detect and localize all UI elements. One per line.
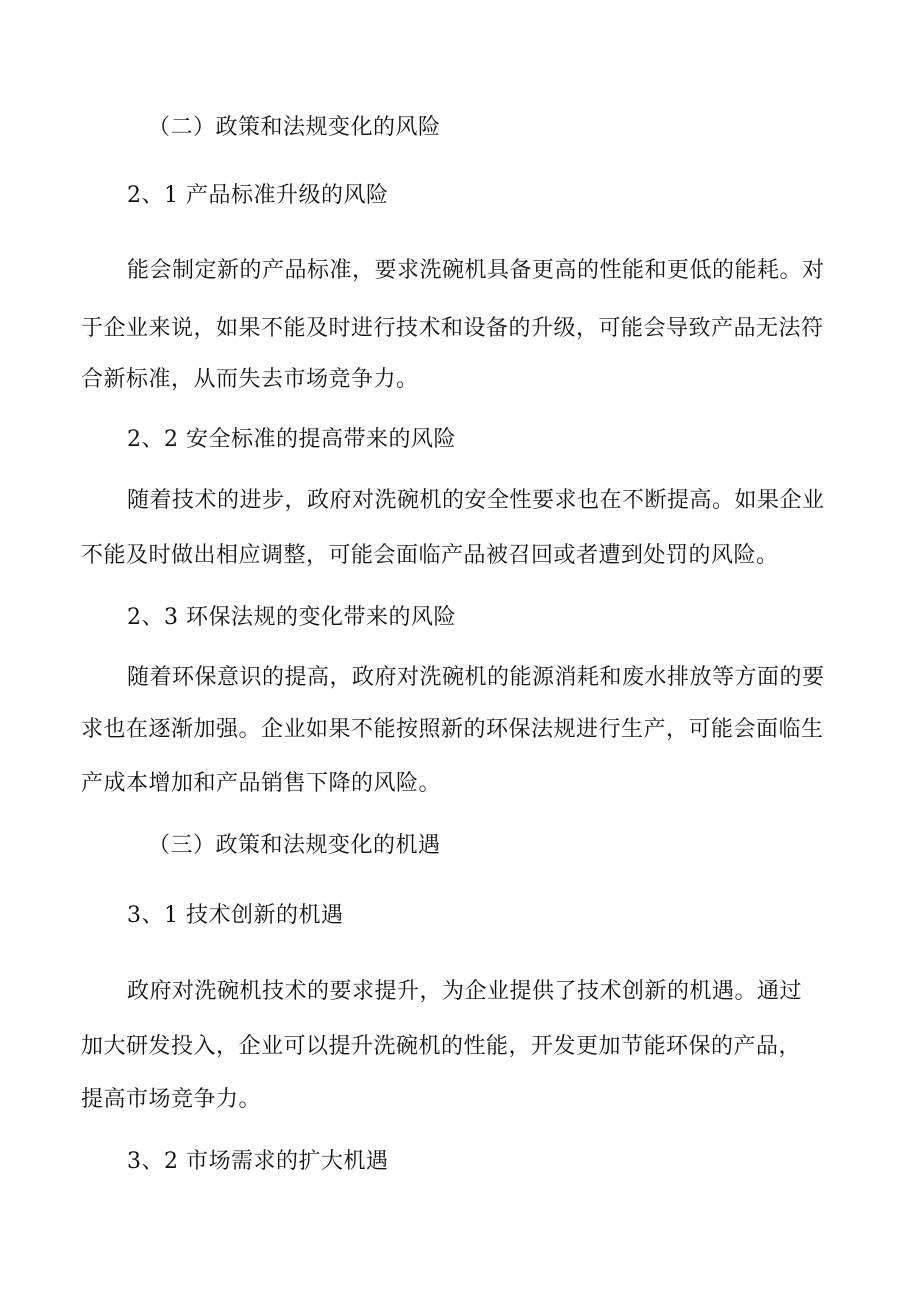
subsection-heading: 2、3 环保法规的变化带来的风险 bbox=[127, 605, 456, 630]
section-heading: （三）政策和法规变化的机遇 bbox=[148, 833, 441, 858]
paragraph-line: 加大研发投入，企业可以提升洗碗机的性能，开发更加节能环保的产品， bbox=[81, 1034, 802, 1059]
paragraph-line: 求也在逐渐加强。企业如果不能按照新的环保法规进行生产，可能会面临生 bbox=[81, 717, 824, 742]
subsection-heading: 2、2 安全标准的提高带来的风险 bbox=[127, 427, 456, 452]
paragraph-line: 不能及时做出相应调整，可能会面临产品被召回或者遭到处罚的风险。 bbox=[81, 543, 779, 568]
paragraph-line: 于企业来说，如果不能及时进行技术和设备的升级，可能会导致产品无法符 bbox=[81, 316, 824, 341]
paragraph-line: 合新标准，从而失去市场竞争力。 bbox=[81, 367, 419, 392]
paragraph-line: 随着环保意识的提高，政府对洗碗机的能源消耗和废水排放等方面的要 bbox=[127, 665, 825, 690]
subsection-heading: 2、1 产品标准升级的风险 bbox=[127, 183, 389, 208]
paragraph-line: 能会制定新的产品标准，要求洗碗机具备更高的性能和更低的能耗。对 bbox=[127, 258, 825, 283]
paragraph-line: 产成本增加和产品销售下降的风险。 bbox=[81, 771, 442, 796]
paragraph-line: 随着技术的进步，政府对洗碗机的安全性要求也在不断提高。如果企业 bbox=[127, 488, 825, 513]
paragraph-line: 政府对洗碗机技术的要求提升，为企业提供了技术创新的机遇。通过 bbox=[127, 979, 803, 1004]
subsection-heading: 3、2 市场需求的扩大机遇 bbox=[127, 1149, 389, 1174]
subsection-heading: 3、1 技术创新的机遇 bbox=[127, 903, 344, 928]
section-heading: （二）政策和法规变化的风险 bbox=[148, 115, 441, 140]
paragraph-line: 提高市场竞争力。 bbox=[81, 1087, 262, 1112]
